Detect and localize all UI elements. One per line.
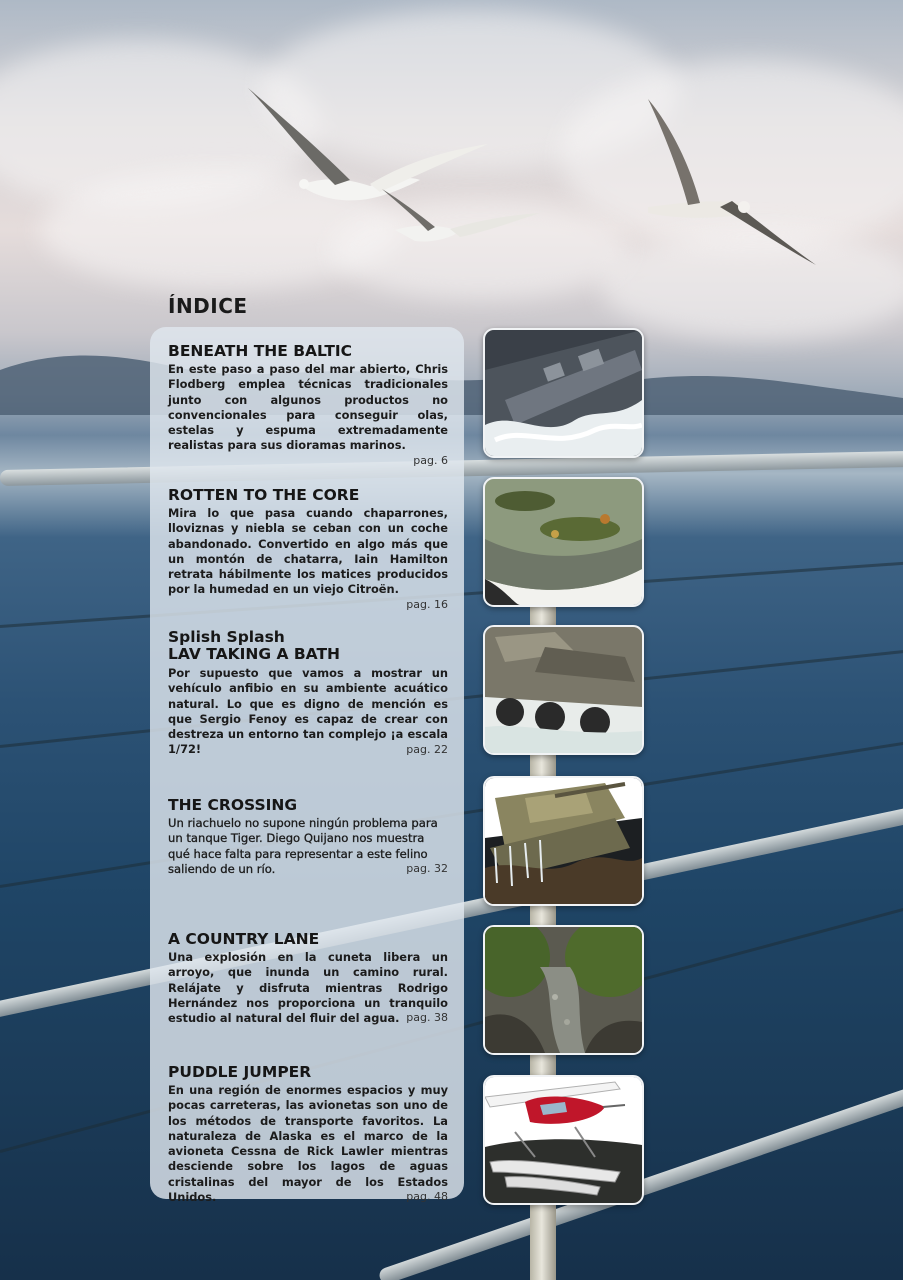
article-page-number: pag. 38 <box>406 1011 448 1025</box>
article-thumbnail <box>483 925 644 1055</box>
article-thumbnail <box>483 776 644 906</box>
article-title: THE CROSSING <box>168 796 298 814</box>
article-entry[interactable] <box>168 1064 448 1203</box>
article-title-line1: Splish Splash <box>168 628 285 646</box>
article-entry[interactable] <box>168 629 448 756</box>
article-entry[interactable] <box>168 931 448 1024</box>
seaplane-image <box>485 1077 642 1203</box>
article-page-number: pag. 16 <box>406 597 448 611</box>
index-title: ÍNDICE <box>168 294 248 318</box>
tiger-tank-image <box>485 778 642 904</box>
article-entry[interactable] <box>168 487 448 611</box>
article-summary: En este paso a paso del mar abierto, Chris Flodberg emplea técnicas tradicionales junto con algunos productos no convencionales para conseguir olas, estelas y espuma extremadamente realistas para sus dioramas marinos. <box>168 362 448 453</box>
article-title: ROTTEN TO THE CORE <box>168 486 360 504</box>
abandoned-car-image <box>485 479 642 605</box>
stream-diorama-image <box>485 927 642 1053</box>
article-page-number: pag. 48 <box>406 1190 448 1204</box>
article-title-line2: LAV TAKING A BATH <box>168 645 340 663</box>
article-summary: Por supuesto que vamos a mostrar un vehículo anfibio en su ambiente acuático natural. Lo que es digno de mención es que Sergio Fenoy es capaz de crear con destreza un entorno tan complejo ¡a escala 1/72! <box>168 666 448 757</box>
lav-vehicle-image <box>485 627 642 753</box>
article-title: A COUNTRY LANE <box>168 930 320 948</box>
article-thumbnail <box>483 625 644 755</box>
article-summary: En una región de enormes espacios y muy pocas carreteras, las avionetas son uno de los métodos de transporte favoritos. La naturaleza de Alaska es el marco de la avioneta Cessna de Rick Lawler mientras desciende sobre los lagos de aguas cristalinas del mayor de los Estados Unidos. <box>168 1083 448 1205</box>
warship-diorama-image <box>485 330 642 456</box>
article-entry[interactable] <box>168 343 448 467</box>
article-summary: Un riachuelo no supone ningún problema para un tanque Tiger. Diego Quijano nos muestra qué hace falta para representar a este felino saliendo de un río. <box>168 816 438 876</box>
seagull-icon <box>640 95 820 270</box>
article-title: PUDDLE JUMPER <box>168 1063 312 1081</box>
article-page-number: pag. 22 <box>406 742 448 756</box>
article-thumbnail <box>483 1075 644 1205</box>
article-thumbnail <box>483 328 644 458</box>
article-title: BENEATH THE BALTIC <box>168 342 353 360</box>
seagull-icon <box>380 185 550 255</box>
article-thumbnail <box>483 477 644 607</box>
article-entry[interactable] <box>168 797 448 875</box>
article-page-number: pag. 6 <box>413 453 448 467</box>
article-summary: Una explosión en la cuneta libera un arroyo, que inunda un camino rural. Relájate y disfruta mientras Rodrigo Hernández nos proporciona un tranquilo estudio al natural del fluir del agua. <box>168 950 448 1026</box>
article-page-number: pag. 32 <box>406 862 448 876</box>
article-summary: Mira lo que pasa cuando chaparrones, lloviznas y niebla se ceban con un coche abandonado. Convertido en algo más que un montón de chatarra, Iain Hamilton retrata hábilmente los matices producidos por la humedad en un viejo Citroën. <box>168 506 448 597</box>
